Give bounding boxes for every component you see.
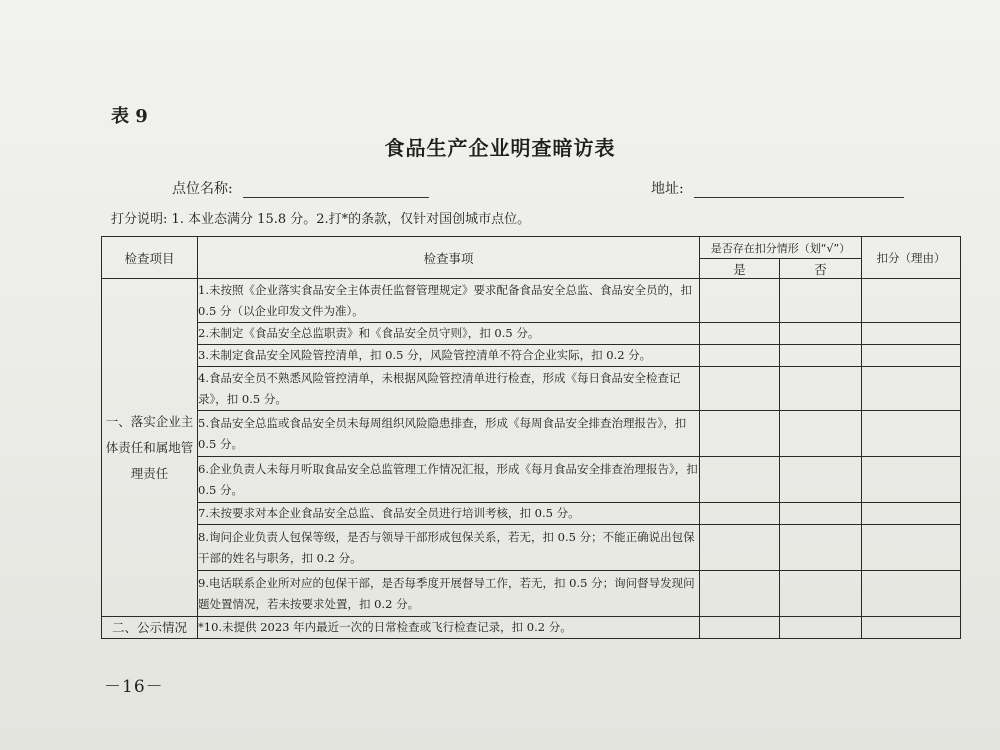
yes-cell[interactable]	[700, 279, 780, 323]
no-cell[interactable]	[780, 571, 862, 617]
address-field	[651, 178, 904, 198]
check-item-text: 3.未制定食品安全风险管控清单，扣 0.5 分，风险管控清单不符合企业实际，扣 0.2 分。	[198, 345, 700, 367]
location-blank	[243, 183, 429, 198]
page-number: －16－	[104, 677, 164, 697]
header-check-item: 检查项目	[102, 237, 198, 279]
table-row	[102, 525, 961, 571]
check-item-text: 8.询问企业负责人包保等级，是否与领导干部形成包保关系，若无，扣 0.5 分；不能正确说出包保干部的姓名与职务，扣 0.2 分。	[198, 525, 700, 571]
check-item-text: 9.电话联系企业所对应的包保干部，是否每季度开展督导工作，若无，扣 0.5 分；询问督导发现问题处置情况，若未按要求处置，扣 0.2 分。	[198, 571, 700, 617]
yes-cell[interactable]	[700, 571, 780, 617]
no-cell[interactable]	[780, 323, 862, 345]
deduction-cell[interactable]	[862, 617, 961, 639]
check-item-text: 7.未按要求对本企业食品安全总监、食品安全员进行培训考核，扣 0.5 分。	[198, 503, 700, 525]
header-deduction-exists: 是否存在扣分情形（划“√”）	[700, 237, 862, 259]
address-blank	[694, 183, 904, 198]
location-field	[172, 178, 429, 198]
inspection-table	[101, 236, 961, 639]
check-item-text: 2.未制定《食品安全总监职责》和《食品安全员守则》，扣 0.5 分。	[198, 323, 700, 345]
check-item-text: *10.未提供 2023 年内最近一次的日常检查或飞行检查记录，扣 0.2 分。	[198, 617, 700, 639]
table-label: 表 9	[111, 106, 148, 127]
document-title: 食品生产企业明查暗访表	[384, 136, 616, 160]
no-cell[interactable]	[780, 279, 862, 323]
table-row	[102, 411, 961, 457]
no-cell[interactable]	[780, 367, 862, 411]
header-yes: 是	[700, 259, 780, 279]
deduction-cell[interactable]	[862, 411, 961, 457]
check-item-text: 1.未按照《企业落实食品安全主体责任监督管理规定》要求配备食品安全总监、食品安全员的，扣 0.5 分（以企业印发文件为准）。	[198, 279, 700, 323]
no-cell[interactable]	[780, 345, 862, 367]
yes-cell[interactable]	[700, 525, 780, 571]
table-row	[102, 345, 961, 367]
deduction-cell[interactable]	[862, 525, 961, 571]
table-row	[102, 503, 961, 525]
yes-cell[interactable]	[700, 617, 780, 639]
yes-cell[interactable]	[700, 367, 780, 411]
table-row	[102, 367, 961, 411]
yes-cell[interactable]	[700, 503, 780, 525]
scoring-note: 打分说明: 1. 本业态满分 15.8 分。2.打*的条款，仅针对国创城市点位。	[111, 212, 531, 227]
deduction-cell[interactable]	[862, 323, 961, 345]
table-row	[102, 323, 961, 345]
deduction-cell[interactable]	[862, 367, 961, 411]
no-cell[interactable]	[780, 457, 862, 503]
yes-cell[interactable]	[700, 457, 780, 503]
deduction-cell[interactable]	[862, 345, 961, 367]
check-item-text: 6.企业负责人未每月听取食品安全总监管理工作情况汇报，形成《每月食品安全排查治理报告》，扣 0.5 分。	[198, 457, 700, 503]
deduction-cell[interactable]	[862, 457, 961, 503]
header-deduction: 扣分（理由）	[862, 237, 961, 279]
table-row	[102, 617, 961, 639]
deduction-cell[interactable]	[862, 571, 961, 617]
table-row	[102, 279, 961, 323]
yes-cell[interactable]	[700, 411, 780, 457]
header-check-matter: 检查事项	[198, 237, 700, 279]
table-row	[102, 457, 961, 503]
deduction-cell[interactable]	[862, 503, 961, 525]
deduction-cell[interactable]	[862, 279, 961, 323]
table-row	[102, 571, 961, 617]
header-no: 否	[780, 259, 862, 279]
no-cell[interactable]	[780, 411, 862, 457]
check-item-text: 5.食品安全总监或食品安全员未每周组织风险隐患排查，形成《每周食品安全排查治理报告》，扣 0.5 分。	[198, 411, 700, 457]
no-cell[interactable]	[780, 503, 862, 525]
address-label: 地址:	[651, 181, 684, 197]
location-label: 点位名称:	[172, 181, 233, 197]
yes-cell[interactable]	[700, 345, 780, 367]
section-category: 二、公示情况	[102, 617, 198, 639]
section-category: 一、落实企业主体责任和属地管理责任	[102, 279, 198, 617]
check-item-text: 4.食品安全员不熟悉风险管控清单，未根据风险管控清单进行检查，形成《每日食品安全检查记录》，扣 0.5 分。	[198, 367, 700, 411]
yes-cell[interactable]	[700, 323, 780, 345]
no-cell[interactable]	[780, 525, 862, 571]
no-cell[interactable]	[780, 617, 862, 639]
